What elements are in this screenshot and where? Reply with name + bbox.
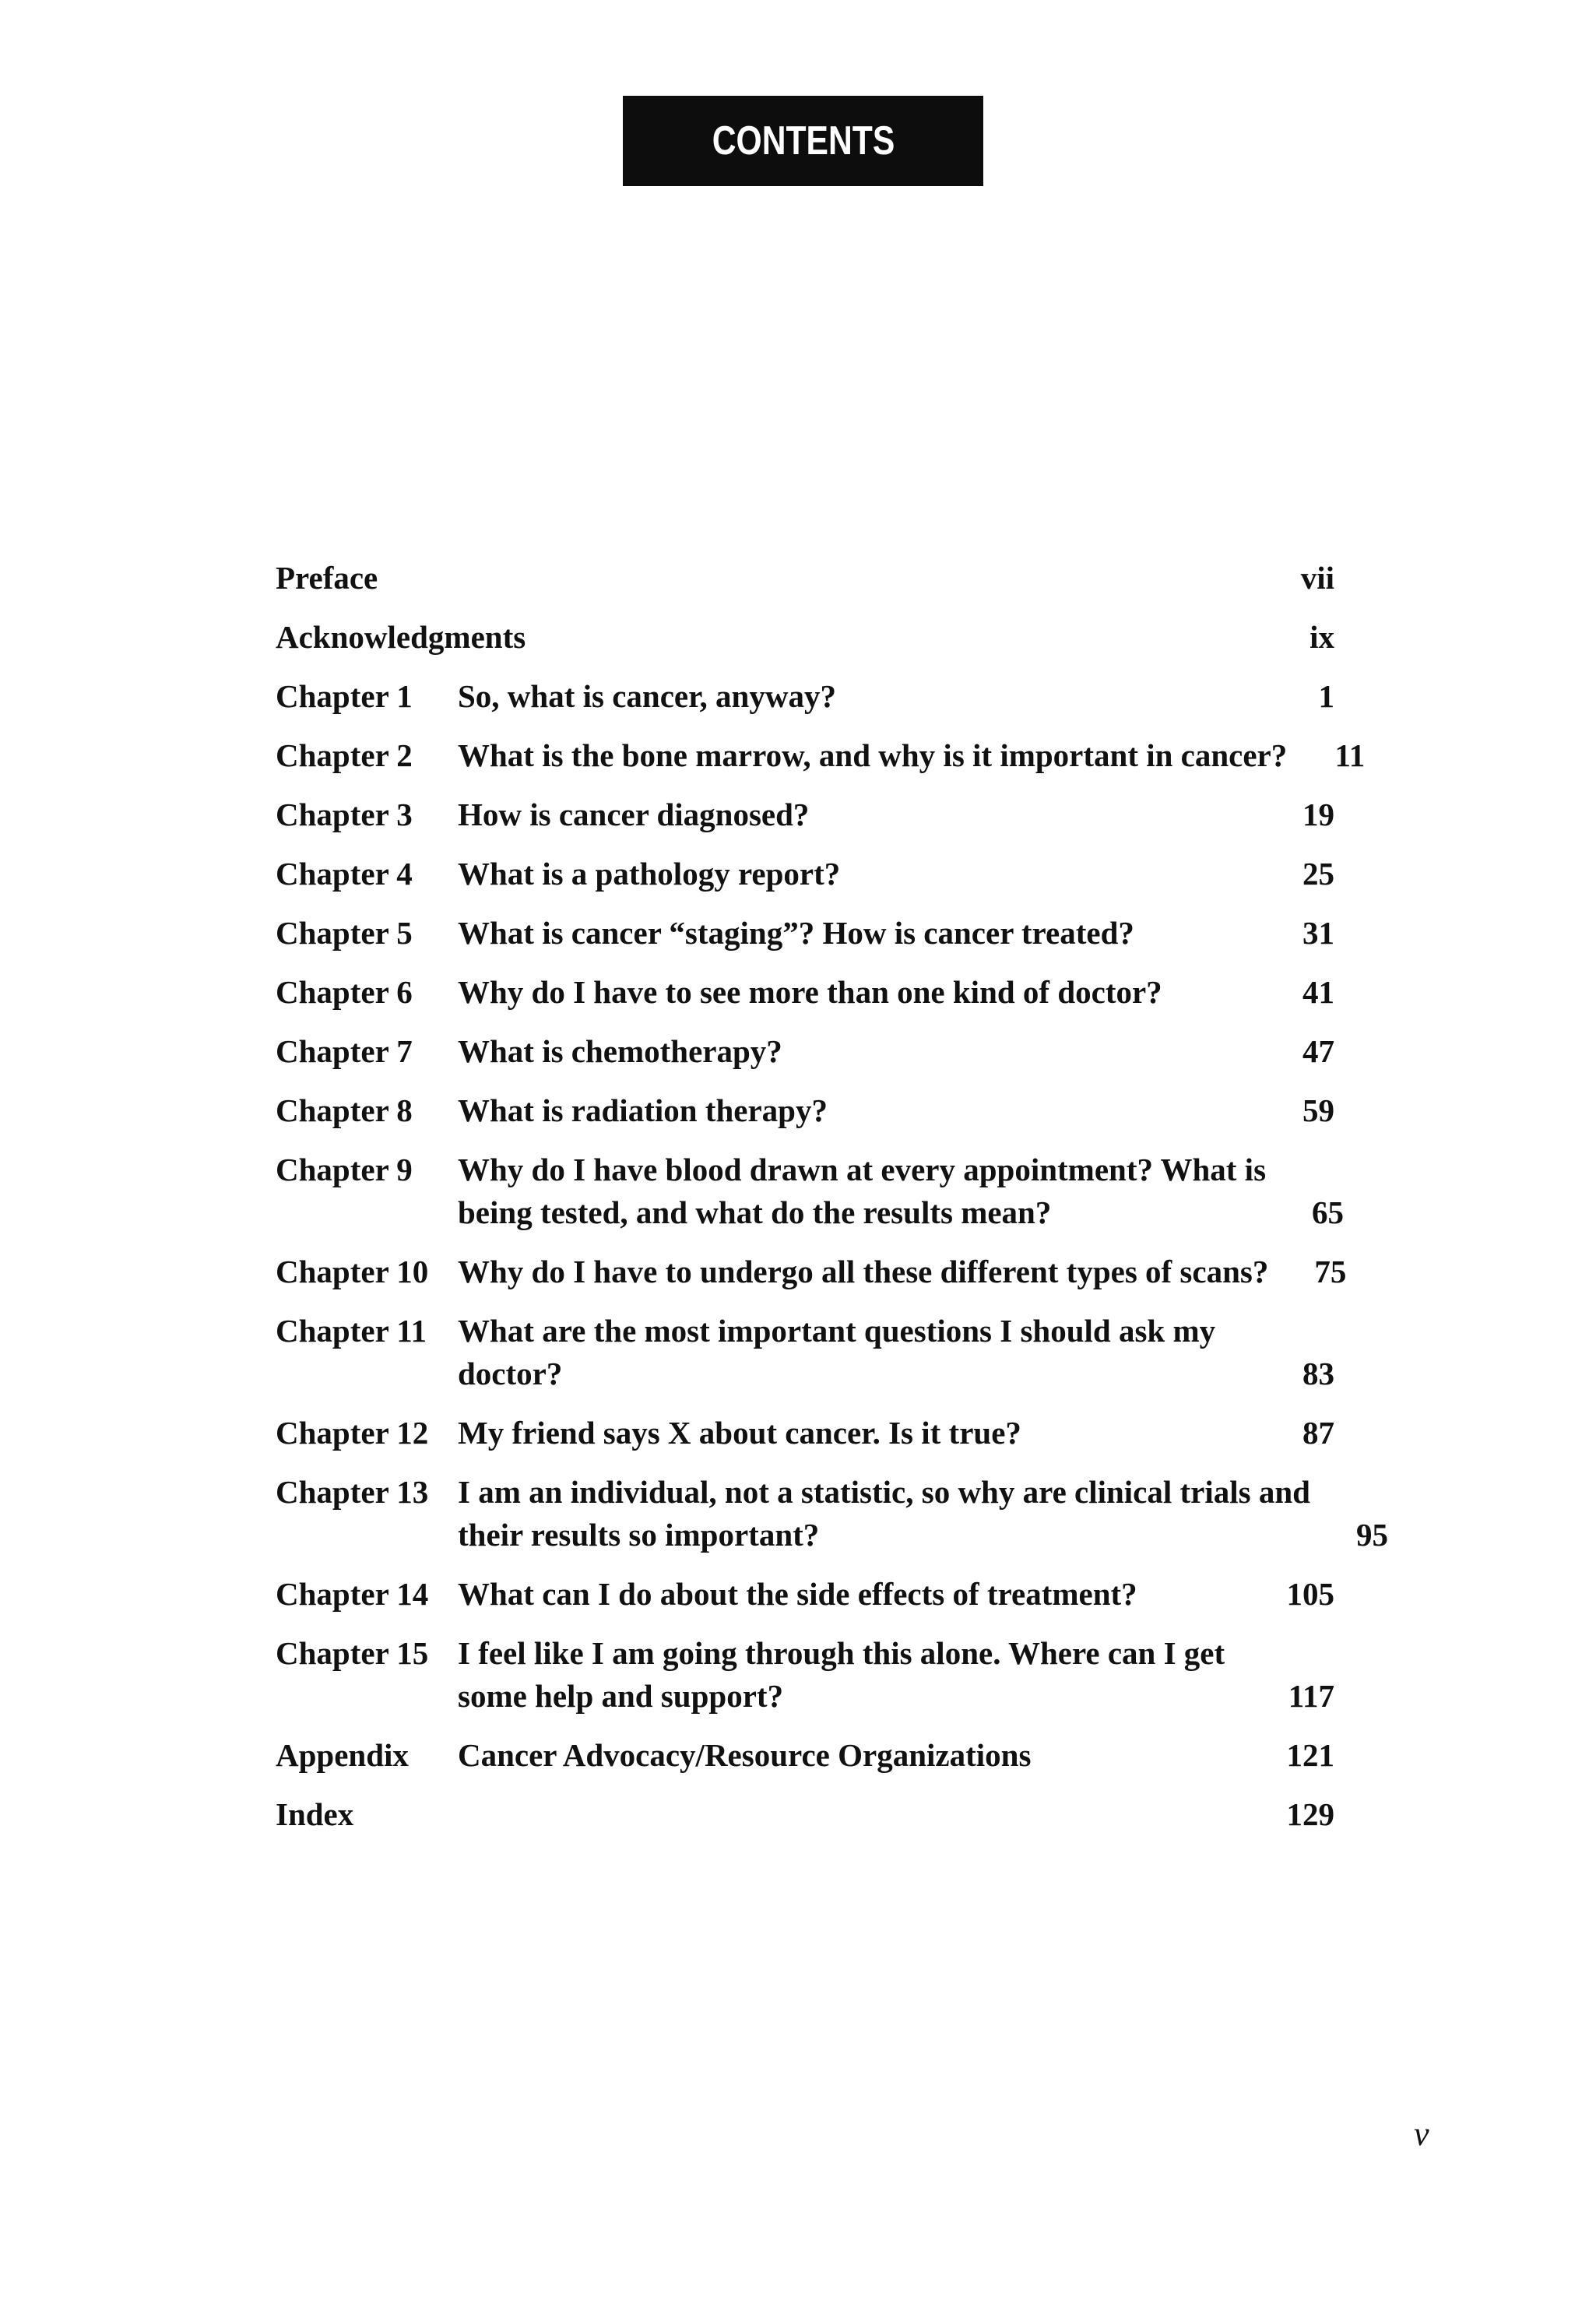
- toc-page-number: 25: [1302, 856, 1334, 892]
- toc-page-number: 95: [1355, 1517, 1388, 1553]
- toc-title: [458, 1412, 1280, 1455]
- toc-page-number: 41: [1302, 974, 1334, 1010]
- toc-title-line: I am an individual, not a statistic, so why are clinical trials and: [458, 1474, 1310, 1510]
- toc-title-line: So, what is cancer, anyway?: [458, 678, 836, 714]
- toc-entry-chapter-11[interactable]: [276, 1310, 1334, 1395]
- toc-label: Chapter 9: [276, 1152, 413, 1187]
- toc-title: [458, 1471, 1334, 1557]
- toc-entry-chapter-3[interactable]: [276, 793, 1334, 836]
- toc-entry-chapter-14[interactable]: [276, 1573, 1334, 1616]
- toc-entry-chapter-9[interactable]: [276, 1148, 1345, 1234]
- toc-title-line: What is the bone marrow, and why is it important in cancer?: [458, 737, 1288, 773]
- toc-title: [458, 1573, 1280, 1616]
- toc-entry-chapter-1[interactable]: [276, 675, 1334, 718]
- toc-label: Chapter 14: [276, 1576, 429, 1612]
- table-of-contents: [276, 557, 1388, 1852]
- toc-label: Index: [276, 1796, 354, 1832]
- toc-title: [458, 912, 1280, 955]
- toc-entry-chapter-8[interactable]: [276, 1089, 1334, 1132]
- toc-entry-appendix[interactable]: [276, 1734, 1334, 1777]
- toc-title: [458, 971, 1280, 1014]
- toc-entry-chapter-15[interactable]: [276, 1632, 1334, 1718]
- toc-page-number: 19: [1302, 797, 1334, 832]
- toc-page-number: 11: [1334, 737, 1366, 773]
- toc-title: [458, 734, 1310, 777]
- toc-label: Chapter 4: [276, 856, 413, 892]
- toc-page-number: 75: [1314, 1254, 1347, 1289]
- toc-title: [458, 1251, 1292, 1293]
- toc-title-line: Cancer Advocacy/Resource Organizations: [458, 1737, 1032, 1773]
- toc-title-line: What are the most important questions I should ask my: [458, 1313, 1216, 1349]
- toc-label: Chapter 1: [276, 678, 413, 714]
- toc-title: [458, 1734, 1280, 1777]
- toc-entry-chapter-6[interactable]: [276, 971, 1334, 1014]
- toc-label: Chapter 3: [276, 797, 413, 832]
- toc-title: [458, 1632, 1280, 1718]
- toc-label: Chapter 8: [276, 1092, 413, 1128]
- toc-page-number: 117: [1288, 1678, 1334, 1714]
- toc-entry-chapter-2[interactable]: [276, 734, 1366, 777]
- toc-page-number: ix: [1309, 619, 1334, 655]
- toc-label: Chapter 10: [276, 1254, 429, 1289]
- toc-title-line: Why do I have blood drawn at every appointment? What is: [458, 1152, 1267, 1187]
- toc-title-line: What is cancer “staging”? How is cancer treated?: [458, 915, 1134, 951]
- toc-entry-index[interactable]: [276, 1793, 1334, 1836]
- toc-title-line: What can I do about the side effects of treatment?: [458, 1576, 1137, 1612]
- toc-title-line: What is a pathology report?: [458, 856, 841, 892]
- toc-title-line: doctor?: [458, 1356, 563, 1391]
- toc-title-line: being tested, and what do the results mean?: [458, 1194, 1052, 1230]
- toc-label: Chapter 12: [276, 1415, 429, 1451]
- toc-title-line: How is cancer diagnosed?: [458, 797, 810, 832]
- page-folio: v: [1414, 2115, 1429, 2153]
- toc-label: Acknowledgments: [276, 619, 526, 655]
- toc-title: [458, 853, 1280, 895]
- toc-title-line: their results so important?: [458, 1517, 820, 1553]
- toc-title: [458, 1030, 1280, 1073]
- toc-page-number: 83: [1302, 1356, 1334, 1391]
- toc-entry-chapter-10[interactable]: [276, 1251, 1347, 1293]
- toc-page-number: 121: [1286, 1737, 1334, 1773]
- toc-page-number: vii: [1300, 560, 1334, 596]
- contents-heading-text: CONTENTS: [712, 118, 895, 164]
- toc-page-number: 31: [1302, 915, 1334, 951]
- toc-title-line: I feel like I am going through this alone. Where can I get: [458, 1635, 1225, 1671]
- toc-entry-chapter-13[interactable]: [276, 1471, 1388, 1557]
- toc-label: Chapter 13: [276, 1474, 429, 1510]
- toc-title-line: What is radiation therapy?: [458, 1092, 828, 1128]
- toc-label: Chapter 2: [276, 737, 413, 773]
- toc-label: Chapter 15: [276, 1635, 429, 1671]
- toc-title: [458, 675, 1280, 718]
- toc-page-number: 65: [1312, 1194, 1345, 1230]
- toc-page-number: 1: [1318, 678, 1334, 714]
- toc-title-line: Why do I have to see more than one kind of doctor?: [458, 974, 1162, 1010]
- toc-entry-chapter-7[interactable]: [276, 1030, 1334, 1073]
- toc-page-number: 129: [1286, 1796, 1334, 1832]
- toc-entry-acknowledgments[interactable]: [276, 616, 1334, 659]
- toc-title-line: What is chemotherapy?: [458, 1033, 782, 1069]
- toc-title: [458, 1310, 1280, 1395]
- toc-page-number: 47: [1302, 1033, 1334, 1069]
- toc-label: Chapter 5: [276, 915, 413, 951]
- toc-page-number: 87: [1302, 1415, 1334, 1451]
- toc-label: Appendix: [276, 1737, 409, 1773]
- toc-title-line: Why do I have to undergo all these different types of scans?: [458, 1254, 1269, 1289]
- toc-entry-preface[interactable]: [276, 557, 1334, 600]
- toc-title: [458, 1089, 1280, 1132]
- toc-title: [458, 1148, 1289, 1234]
- toc-label: Preface: [276, 560, 378, 596]
- toc-label: Chapter 6: [276, 974, 413, 1010]
- toc-label: Chapter 7: [276, 1033, 413, 1069]
- toc-page-number: 105: [1286, 1576, 1334, 1612]
- toc-entry-chapter-4[interactable]: [276, 853, 1334, 895]
- toc-entry-chapter-5[interactable]: [276, 912, 1334, 955]
- contents-heading: [623, 96, 983, 186]
- toc-title-line: My friend says X about cancer. Is it true?: [458, 1415, 1021, 1451]
- toc-page-number: 59: [1302, 1092, 1334, 1128]
- toc-entry-chapter-12[interactable]: [276, 1412, 1334, 1455]
- toc-label: Chapter 11: [276, 1313, 427, 1349]
- toc-title: [458, 793, 1280, 836]
- toc-title-line: some help and support?: [458, 1678, 784, 1714]
